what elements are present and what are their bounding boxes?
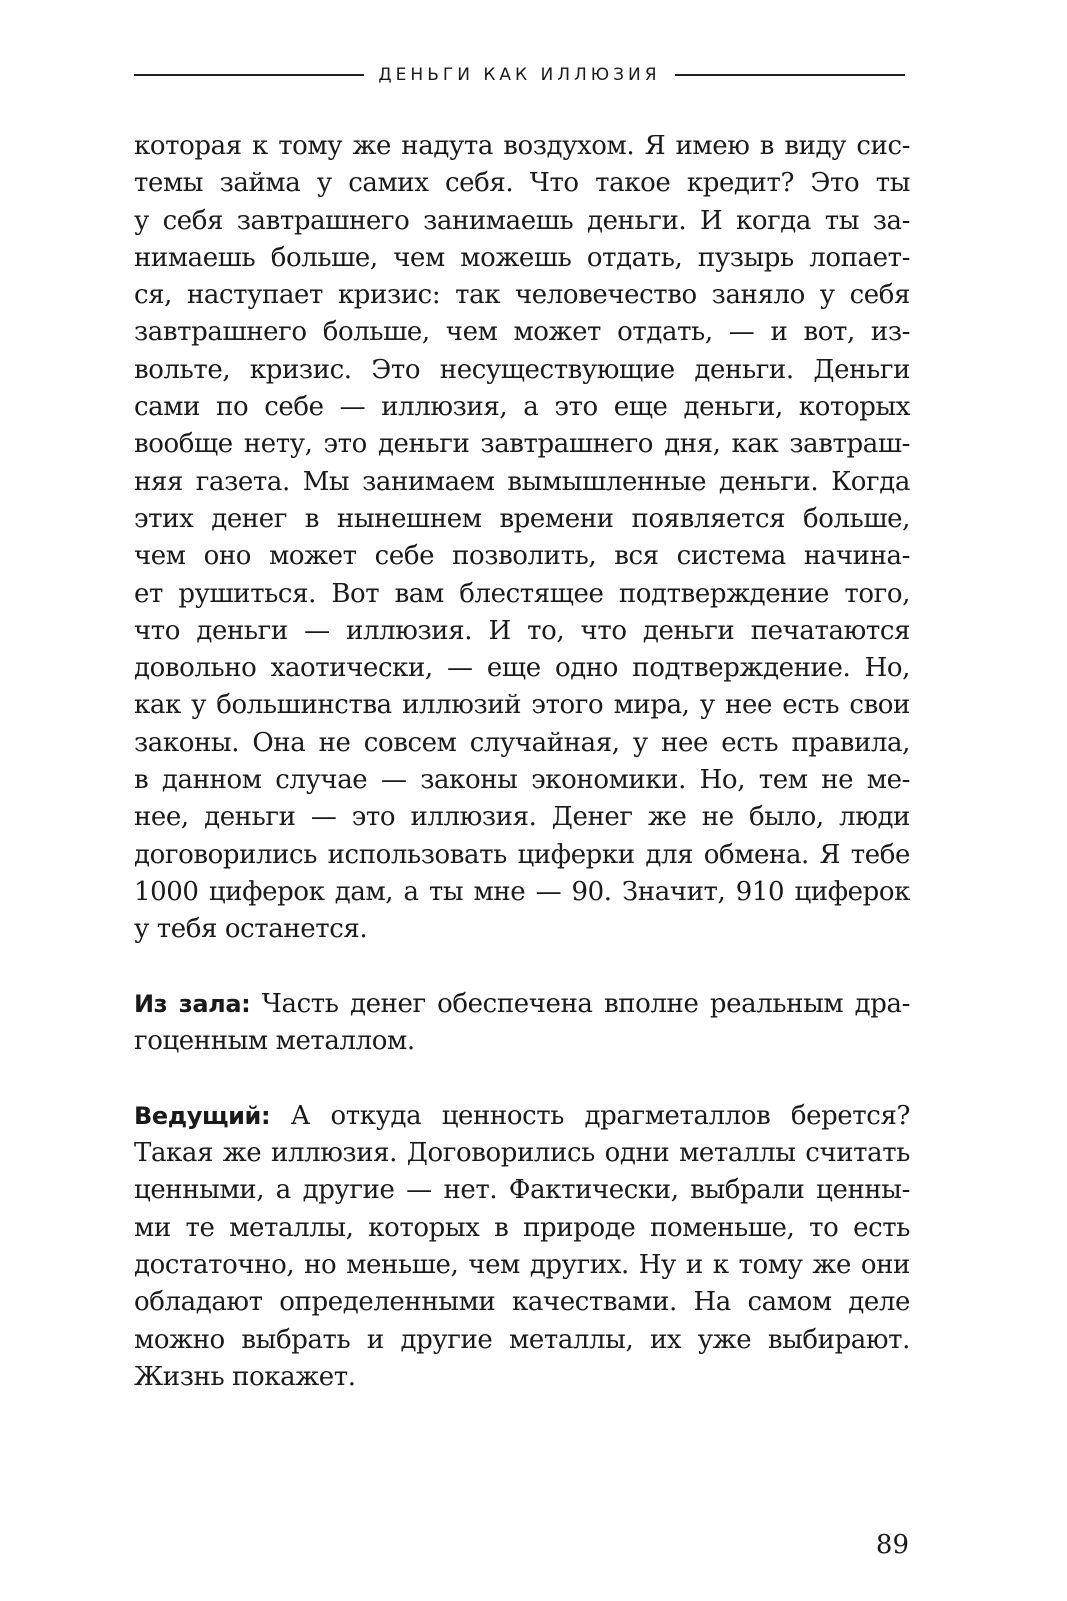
text-line: довольно хаотически, — еще одно подтверждение. Но, [134,653,910,684]
text-line: гоценным металлом. [134,1026,415,1057]
text-line: Жизнь покажет. [134,1361,356,1392]
paragraph-1 [134,128,910,949]
text-line: ет рушиться. Вот вам блестящее подтверждение того, [134,578,910,609]
text-line: достаточно, но меньше, чем других. Ну и к тому же они [134,1249,910,1280]
paragraph-3 [134,1098,910,1396]
text-run: Часть денег обеспечена вполне реальным дра- [250,988,910,1019]
text-line: сами по себе — иллюзия, а это еще деньги, которых [134,392,910,423]
text-line: вообще нету, это деньги завтрашнего дня, как завтраш- [134,429,910,460]
text-line: чем оно может себе позволить, вся система начина- [134,541,910,572]
text-line [134,1098,910,1135]
text-line: ми те металлы, которых в природе поменьше, то есть [134,1212,910,1243]
running-head-rule-left [134,74,364,76]
paragraph-gap [134,1060,910,1097]
text-line: ценными, а другие — нет. Фактически, выбрали ценны- [134,1175,910,1206]
text-line: как у большинства иллюзий этого мира, у нее есть свои [134,690,910,721]
text-line: няя газета. Мы занимаем вымышленные деньги. Когда [134,466,910,497]
paragraph-gap [134,949,910,986]
text-line: у тебя останется. [134,914,368,945]
text-line: которая к тому же надута воздухом. Я имею в виду сис- [134,131,910,161]
text-line: нимаешь больше, чем можешь отдать, пузырь лопает- [134,242,910,273]
text-run: А откуда ценность драгметаллов берется? [270,1100,910,1131]
text-line: в данном случае — законы экономики. Но, тем не ме- [134,765,910,796]
text-line: ся, наступает кризис: так человечество заняло у себя [134,280,910,311]
text-line: этих денег в нынешнем времени появляется больше, [134,503,910,534]
text-line: законы. Она не совсем случайная, у нее есть правила, [134,727,910,758]
speaker-label: Из зала: [134,989,251,1018]
text-line: нее, деньги — это иллюзия. Денег же не было, люди [134,802,910,833]
text-line: Такая же иллюзия. Договорились одни металлы считать [134,1138,910,1169]
page-body [134,128,910,1396]
text-line: обладают определенными качествами. На самом деле [134,1287,910,1318]
page-number: 89 [875,1530,909,1560]
text-line: что деньги — иллюзия. И то, что деньги печатаются [134,615,910,646]
text-line: вольте, кризис. Это несуществующие деньги. Деньги [134,354,910,385]
text-line: завтрашнего больше, чем может отдать, — и вот, из- [134,317,910,348]
text-line: темы займа у самих себя. Что такое кредит? Это ты [134,168,910,199]
text-line: можно выбрать и другие металлы, их уже выбирают. [134,1324,910,1355]
text-line: договорились использовать циферки для обмена. Я тебе [134,839,910,870]
text-line: 1000 циферок дам, а ты мне — 90. Значит, 910 циферок [134,876,910,907]
running-head-rule-right [675,74,905,76]
running-head [134,60,905,90]
paragraph-2 [134,986,910,1061]
text-line: у себя завтрашнего занимаешь деньги. И когда ты за- [134,205,910,236]
text-line [134,986,910,1023]
speaker-label: Ведущий: [134,1101,271,1130]
running-head-title: ДЕНЬГИ КАК ИЛЛЮЗИЯ [378,65,661,85]
